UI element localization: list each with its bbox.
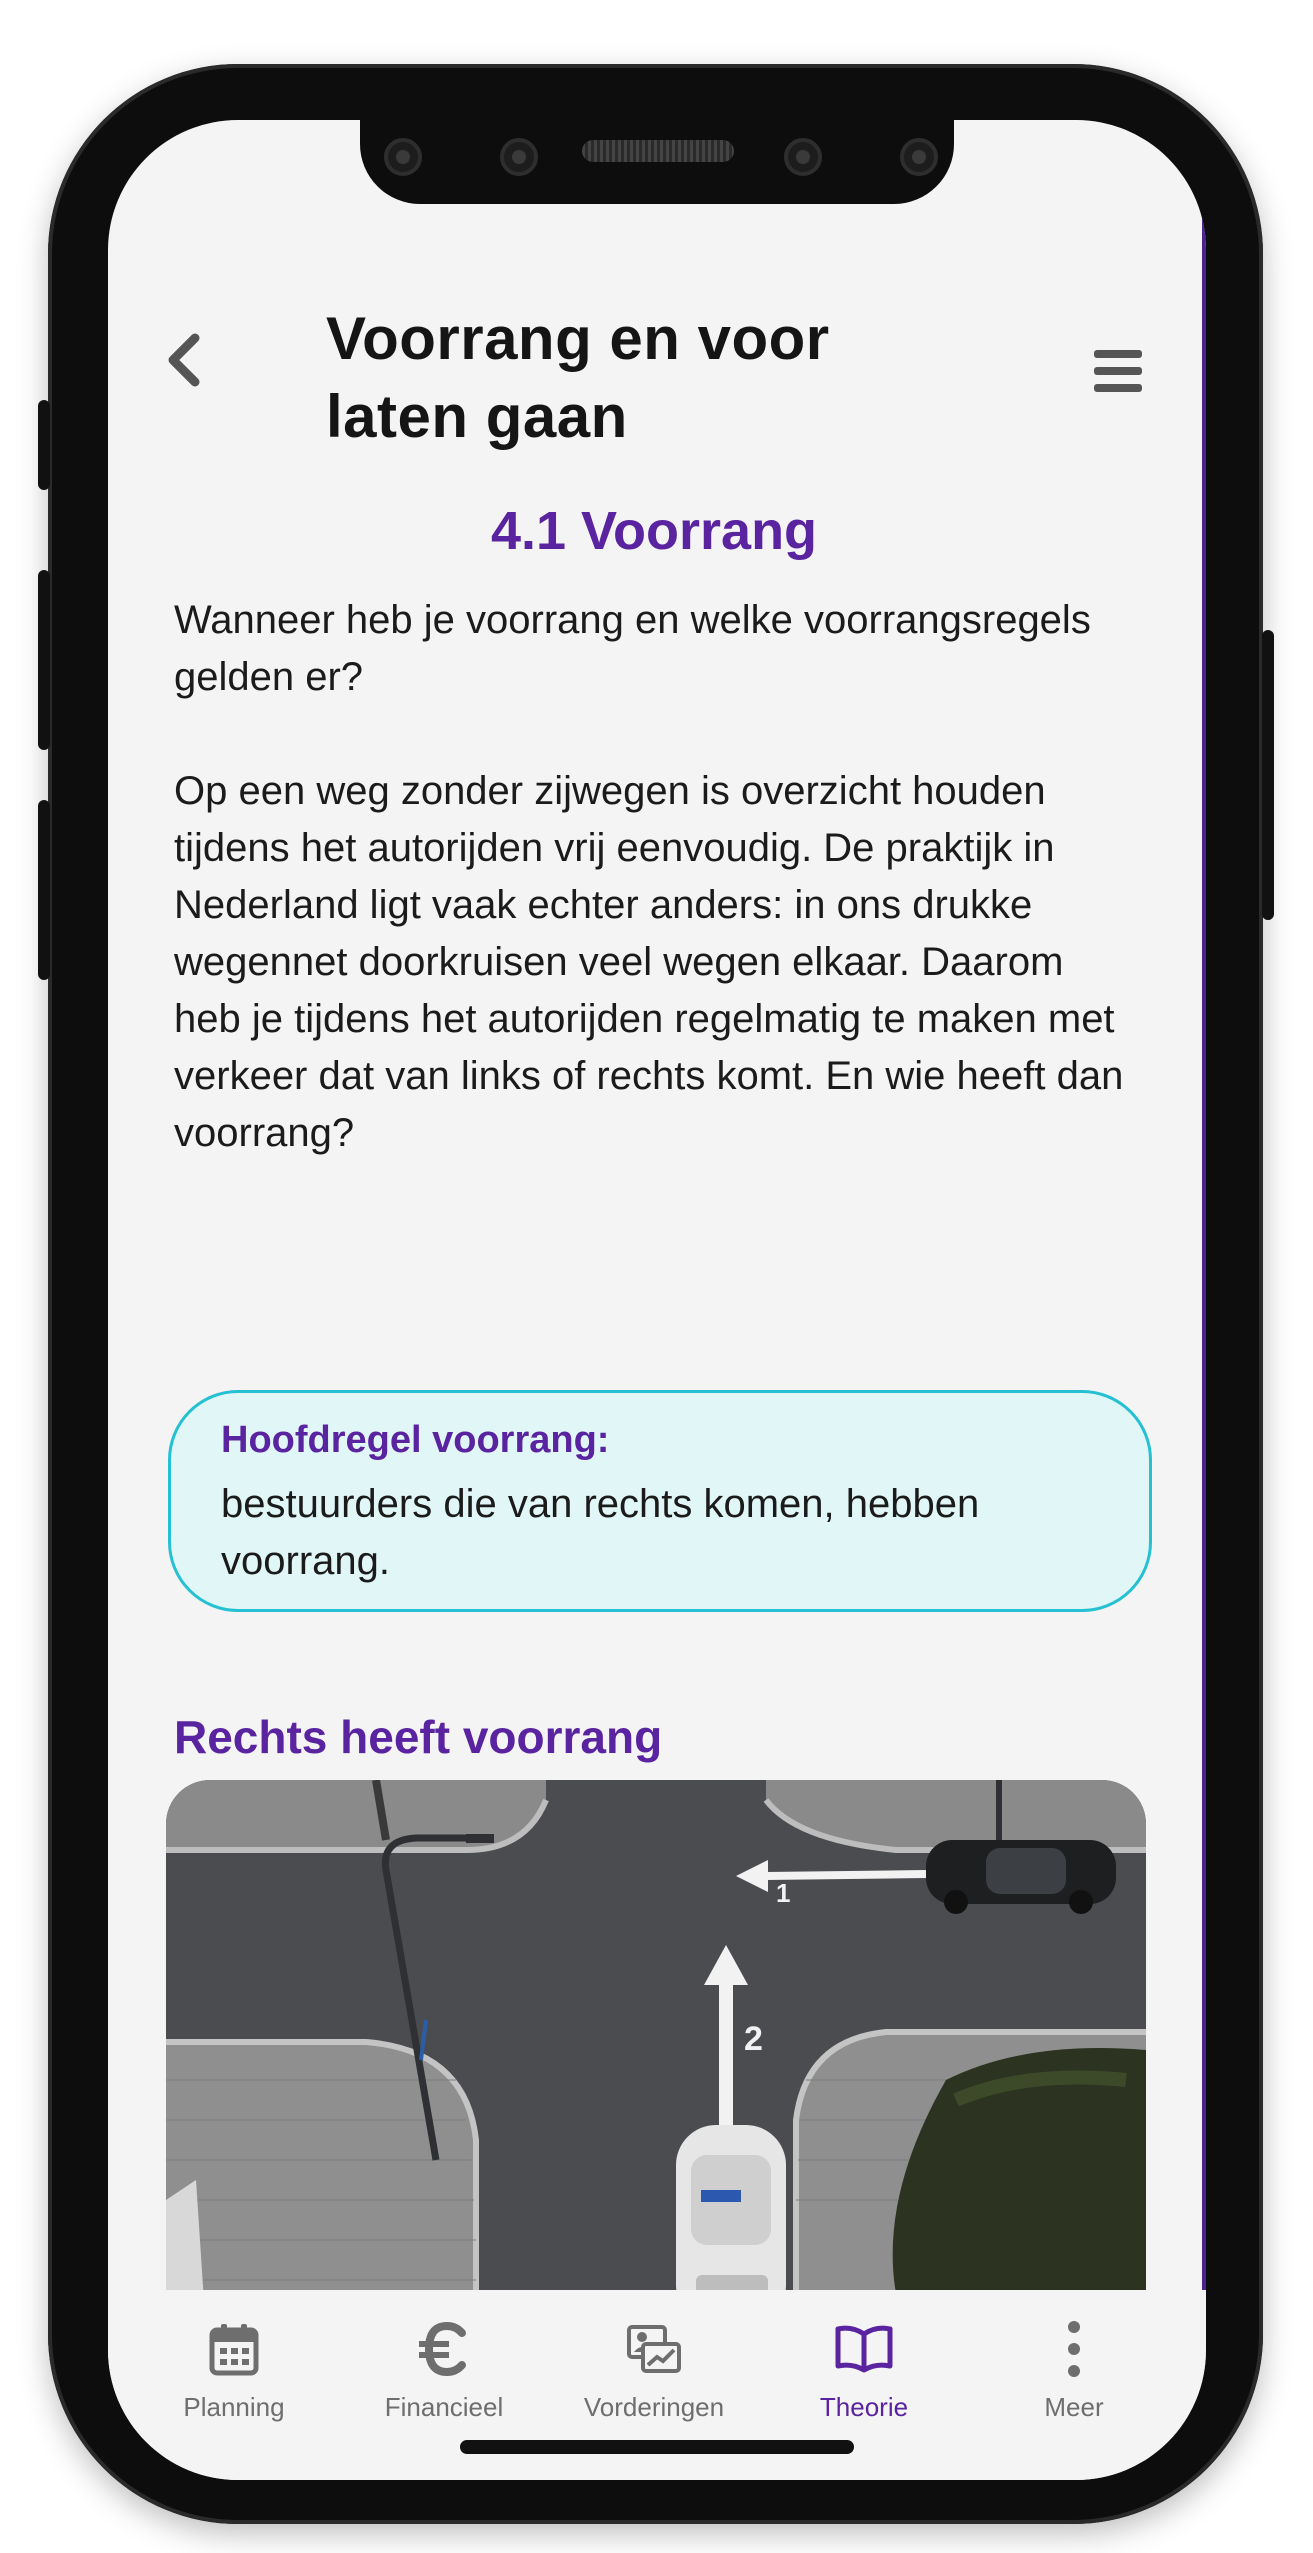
page-title: Voorrang en voor laten gaan [326,305,830,450]
article-content [174,500,1134,2058]
phone-side-button [38,400,50,490]
app-screen [108,120,1206,2480]
phone-power-button [1262,630,1274,920]
camera-notch [360,120,954,204]
menu-button[interactable] [1094,350,1142,398]
tab-financieel[interactable] [344,2318,544,2423]
image-heading: Rechts heeft voorrang [174,1711,663,1763]
front-sensor [900,138,938,176]
callout-title: Hoofdregel voorrang: [221,1419,610,1461]
hamburger-menu-icon [1094,350,1142,392]
euro-icon [416,2321,472,2377]
callout-text: bestuurders die van rechts komen, hebben voorrang. [221,1482,980,1583]
tab-theorie[interactable] [764,2318,964,2423]
tab-label: Meer [1044,2392,1104,2422]
calendar-icon [209,2322,259,2376]
book-icon [834,2324,894,2374]
intersection-illustration [166,1780,1146,2332]
progress-chart-icon [626,2324,682,2374]
tab-label: Theorie [819,2392,909,2422]
body-paragraph: Op een weg zonder zijwegen is overzicht houden tijdens het autorijden vrij eenvoudig. De praktijk in Nederland ligt vaak echter anders: in ons drukke wegennet doorkruisen veel wegen elkaar. Daarom heb je tijdens het autorijden regelmatig te maken met verkeer dat van links of rechts komt. En wie heeft dan voorrang? [174,769,1124,1155]
more-vertical-icon [1064,2319,1084,2379]
tab-planning[interactable] [134,2318,334,2423]
home-indicator[interactable] [460,2440,854,2454]
front-camera [784,138,822,176]
tab-label: Planning [183,2392,285,2422]
back-button[interactable] [163,330,203,390]
tab-label: Vorderingen [583,2392,725,2422]
rule-callout [168,1390,1152,1612]
front-sensor [384,138,422,176]
front-sensor [500,138,538,176]
tab-meer[interactable] [974,2318,1174,2423]
chevron-left-icon [163,330,203,390]
tab-label: Financieel [384,2392,504,2422]
earpiece-speaker [582,140,734,162]
phone-volume-down [38,800,50,980]
arrow-1-label: 1 [776,1878,791,1908]
arrow-2-label: 2 [744,2020,763,2058]
page-header [108,270,1206,450]
phone-volume-up [38,570,50,750]
tab-vorderingen[interactable] [554,2318,754,2423]
section-title: 4.1 Voorrang [490,501,818,561]
intro-paragraph: Wanneer heb je voorrang en welke voorrangsregels gelden er? [174,598,1091,699]
screen-edge [1202,180,1206,2380]
